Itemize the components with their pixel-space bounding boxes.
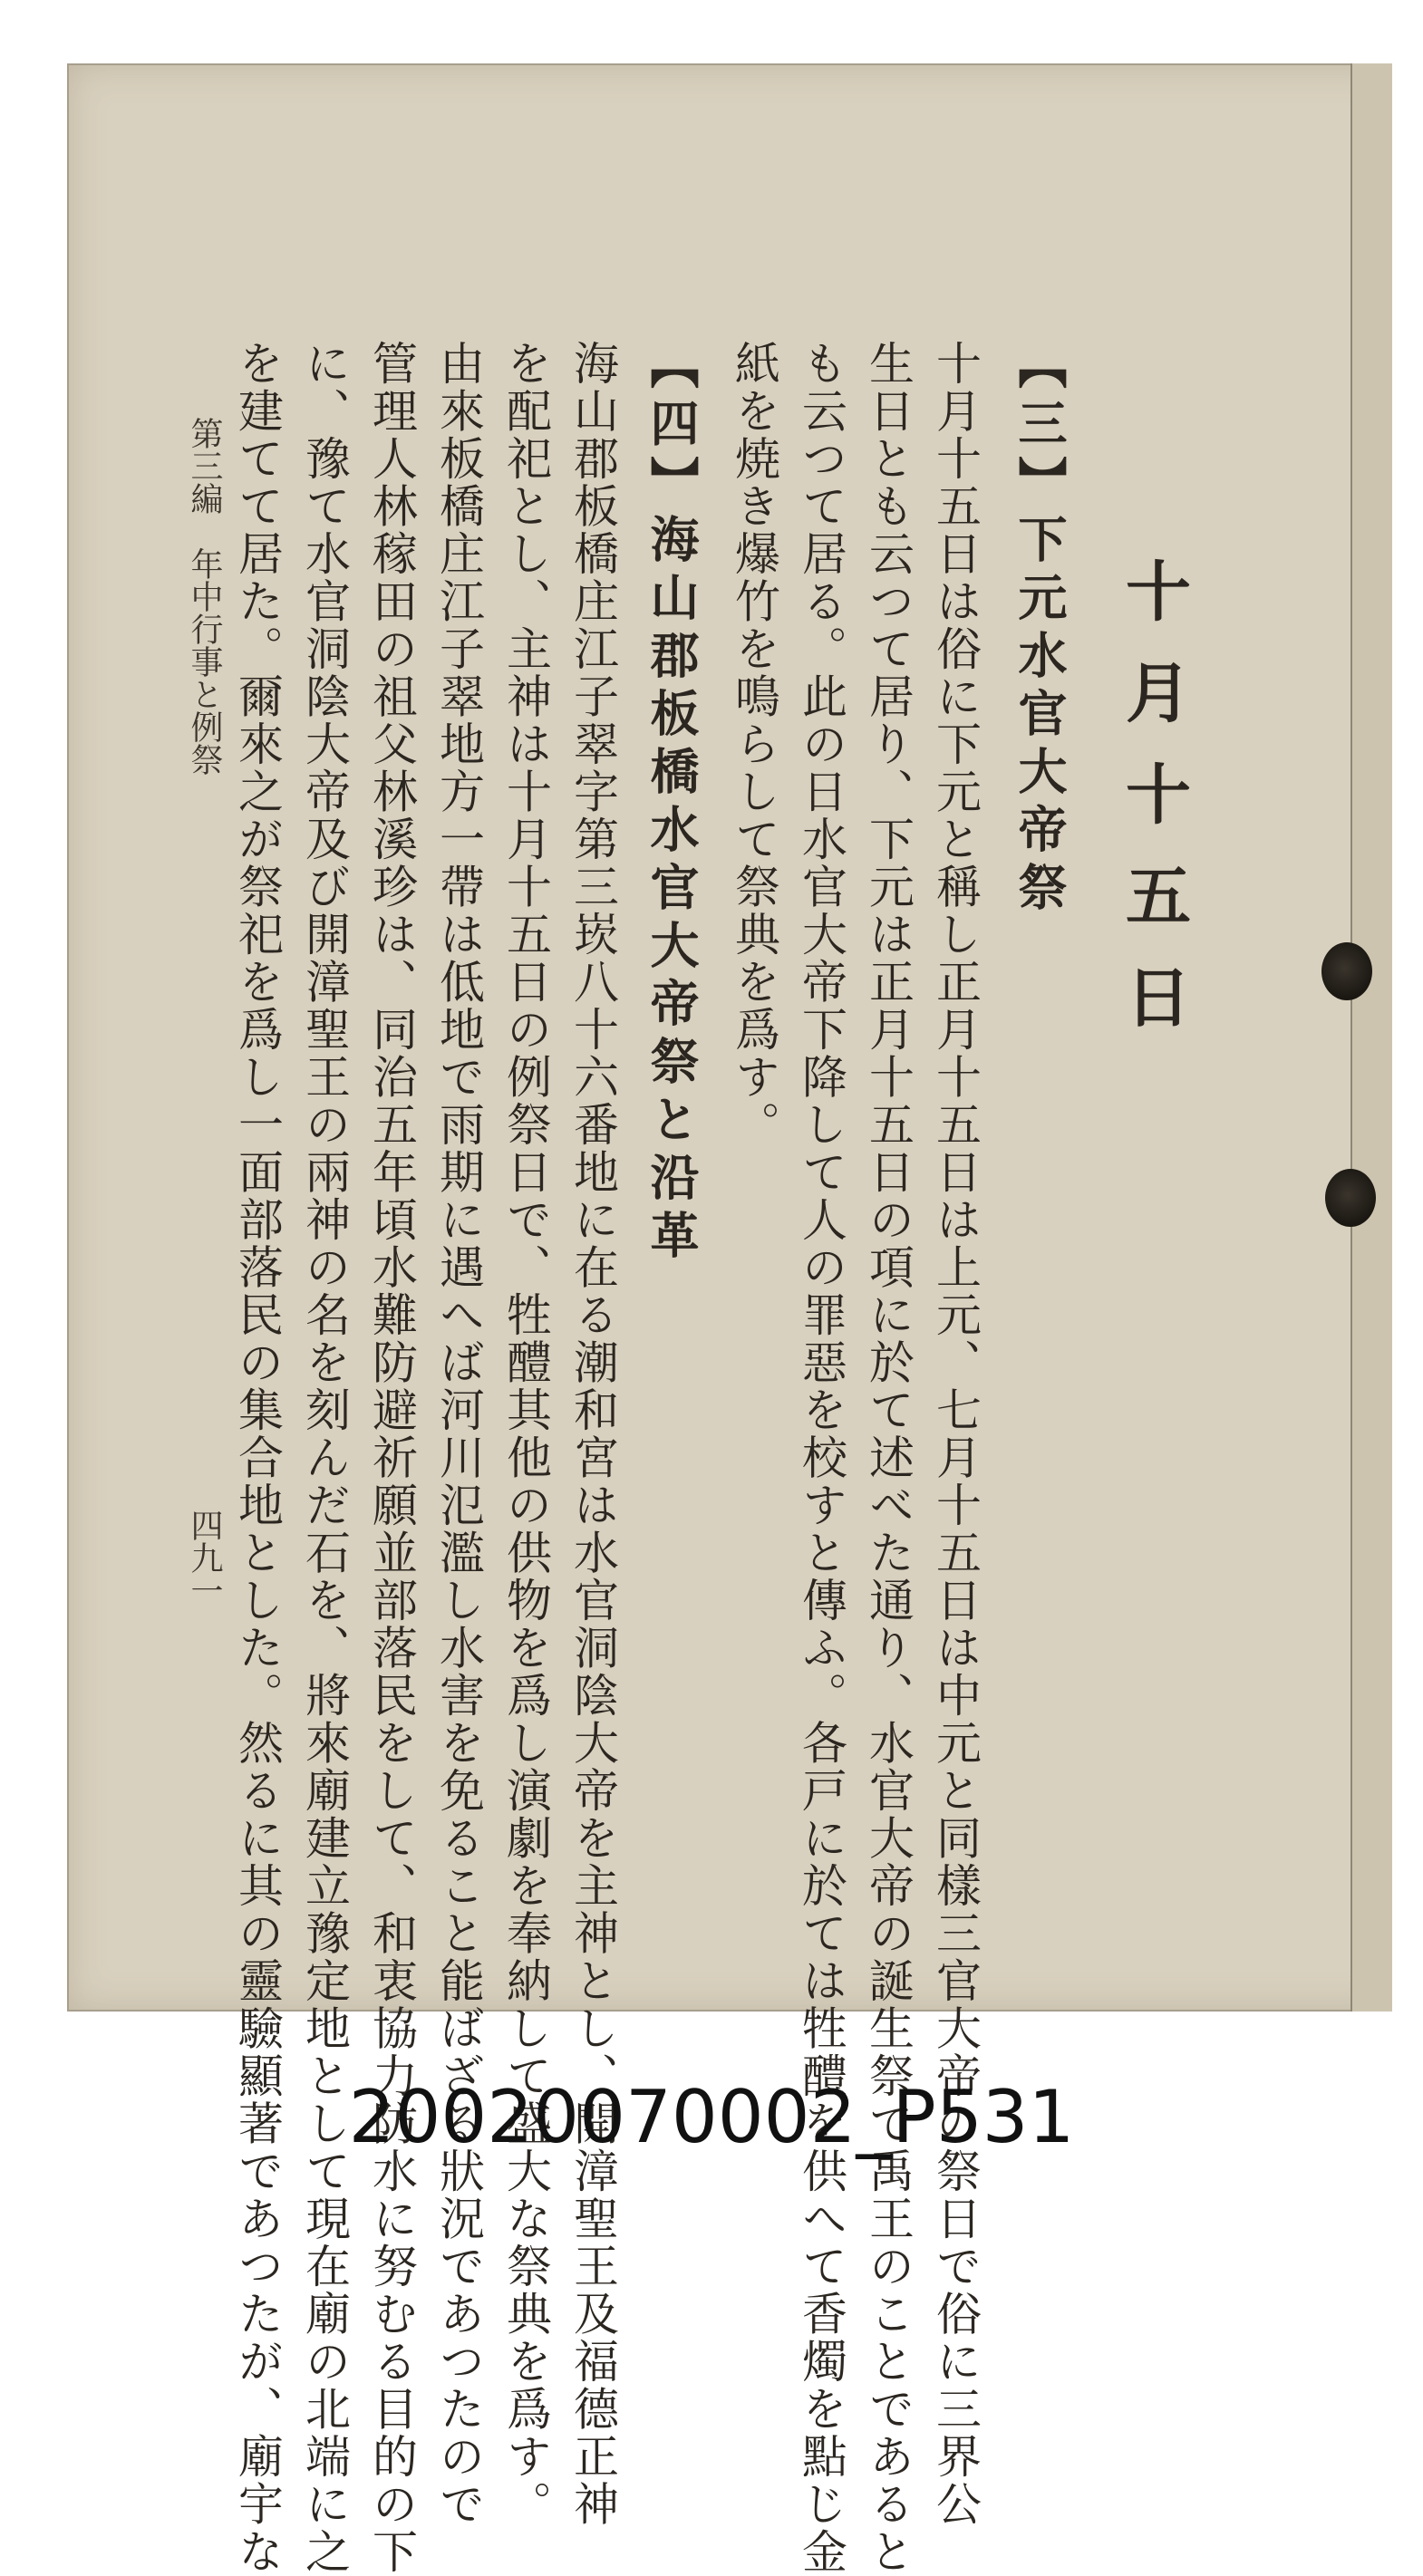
next-page-edge: [1350, 63, 1392, 2012]
section-3-line: 十月十五日は俗に下元と稱し正月十五日は上元、七月十五日は中元と同樣三官大帝の祭日で俗に三界公: [929, 340, 982, 2528]
section-4-line: を建てて居た。爾來之が祭祀を爲し一面部落民の集合地とした。然るに其の靈驗顯著であつたが、廟宇な: [231, 340, 284, 2576]
section-3-line: 生日とも云つて居り、下元は正月十五日の項に於て述べた通り、水官大帝の誕生祭で禹王のことであると: [862, 340, 915, 2576]
section-3-line: 紙を焼き爆竹を鳴らして祭典を爲す。: [728, 340, 780, 1149]
section-4-line: 由來板橋庄江子翠地方一帶は低地で雨期に遇へば河川氾濫し水害を免ること能ばざる狀況であつたので: [432, 340, 485, 2528]
page-title: 十月十五日: [1115, 557, 1191, 1065]
page-number: 四九一: [186, 1509, 223, 1606]
section-4-line: を配祀とし、主神は十月十五日の例祭日で、牲醴其他の供物を爲し演劇を奉納して盛大な祭典を爲す。: [499, 340, 552, 2528]
binding-hole: [1321, 942, 1372, 1000]
section-3-line: も云つて居る。此の日水官大帝下降して人の罪惡を校すと傳ふ。各戸に於ては牲醴を供へて香燭を點じ金: [795, 340, 847, 2576]
binding-hole: [1325, 1169, 1376, 1227]
section-3-heading: 【三】下元水官大帝祭: [1011, 340, 1068, 920]
section-4-line: に、豫て水官洞陰大帝及び開漳聖王の兩神の名を刻んだ石を、將來廟建立豫定地として現在廟の北端に之: [298, 340, 351, 2576]
chapter-footer: 第三編 年中行事と例祭: [186, 417, 223, 776]
section-4-line: 管理人林稼田の祖父林溪珍は、同治五年頃水難防避祈願並部落民をして、和衷協力防水に努むる目的の下: [365, 340, 418, 2576]
section-4-line: 海山郡板橋庄江子翠字第三崁八十六番地に在る潮和宮は水官洞陰大帝を主神とし、開漳聖王及福德正神: [566, 340, 619, 2528]
archive-identifier: 20020070002_P531: [348, 2075, 1075, 2159]
section-4-heading: 【四】海山郡板橋水官大帝祭と沿革: [643, 340, 700, 1268]
